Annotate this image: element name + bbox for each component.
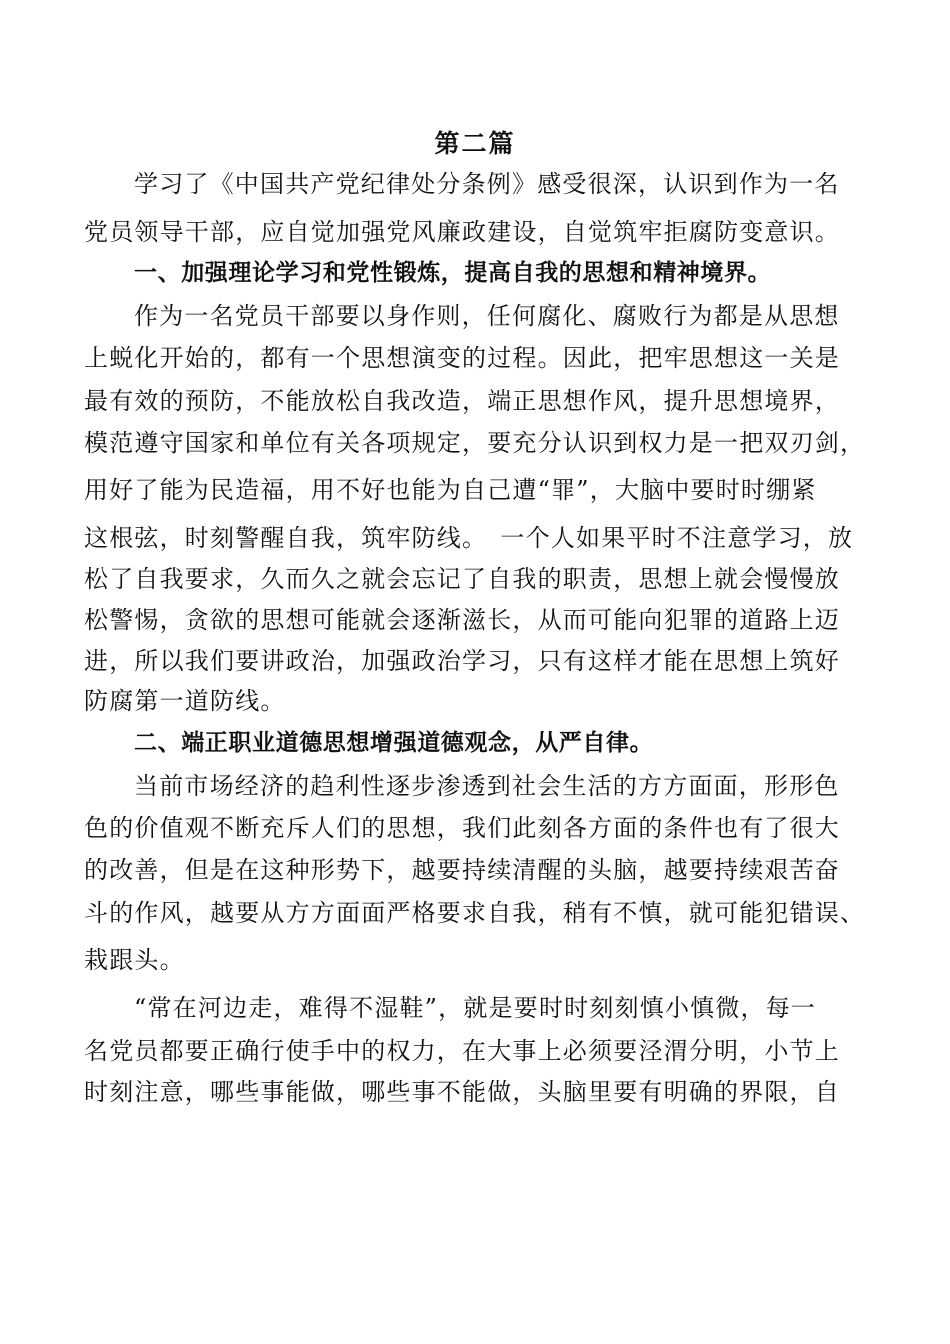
section-heading-2: 二、端正职业道德思想增强道德观念，从严自律。 [134,730,654,756]
paragraph-line: 松警惕，贪欲的思想可能就会逐渐滋长，从而可能向犯罪的道路上迈 [84,606,840,634]
paragraph-line: 上蜕化开始的，都有一个思想演变的过程。因此，把牢思想这一关是 [84,344,840,372]
paragraph-line: 色的价值观不断充斥人们的思想，我们此刻各方面的条件也有了很大 [84,814,840,842]
section-heading-1: 一、加强理论学习和党性锻炼，提高自我的思想和精神境界。 [134,260,772,286]
paragraph-line: 栽跟头。 [84,946,185,974]
paragraph-line: 学习了《中国共产党纪律处分条例》感受很深，认识到作为一名 [134,170,840,198]
paragraph-line: 党员领导干部，应自觉加强党风廉政建设，自觉筑牢拒腐防变意识。 [84,218,840,246]
page-title: 第二篇 [434,129,516,158]
paragraph-line: 作为一名党员干部要以身作则，任何腐化、腐败行为都是从思想 [134,302,840,330]
paragraph-line: 模范遵守国家和单位有关各项规定，要充分认识到权力是一把双刃剑， [84,429,866,457]
paragraph-line: 斗的作风，越要从方方面面严格要求自我，稍有不慎，就可能犯错误、 [84,899,866,927]
paragraph-line: 的改善，但是在这种形势下，越要持续清醒的头脑，越要持续艰苦奋 [84,856,840,884]
paragraph-line: 松了自我要求，久而久之就会忘记了自我的职责，思想上就会慢慢放 [84,565,840,593]
paragraph-line: “常在河边走，难得不湿鞋”，就是要时时刻刻慎小慎微，每一 [134,994,817,1022]
paragraph-line: 名党员都要正确行使手中的权力，在大事上必须要泾渭分明，小节上 [84,1037,840,1065]
paragraph-line: 当前市场经济的趋利性逐步渗透到社会生活的方方面面，形形色 [134,772,840,800]
paragraph-line: 防腐第一道防线。 [84,687,286,715]
paragraph-line: 进，所以我们要讲政治，加强政治学习，只有这样才能在思想上筑好 [84,647,840,675]
paragraph-line: 最有效的预防，不能放松自我改造，端正思想作风，提升思想境界， [84,387,840,415]
paragraph-line: 这根弦，时刻警醒自我，筑牢防线。 一个人如果平时不注意学习，放 [84,524,854,552]
paragraph-line: 时刻注意，哪些事能做，哪些事不能做，头脑里要有明确的界限，自 [84,1078,840,1106]
paragraph-line: 用好了能为民造福，用不好也能为自己遭“罪”，大脑中要时时绷紧 [84,476,817,504]
